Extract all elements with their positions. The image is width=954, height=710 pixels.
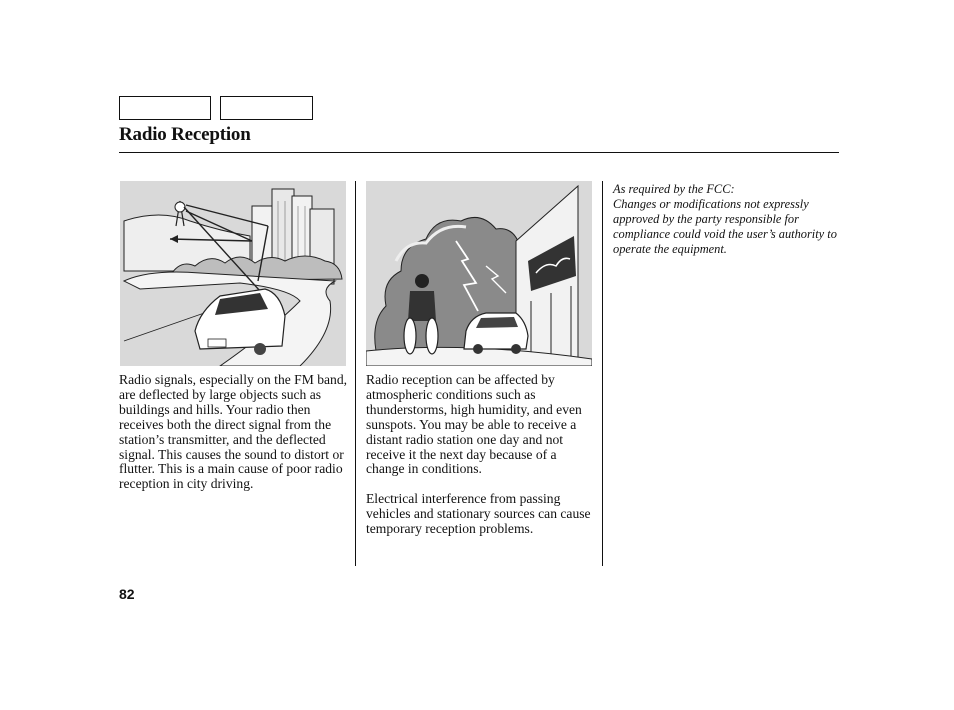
- interference-paragraph: Electrical interference from passing vehicles and stationary sources can cause temporary reception problems.: [366, 491, 591, 536]
- page-title: Radio Reception: [119, 124, 251, 145]
- fcc-notice-body: Changes or modifications not expressly approved by the party responsible for compliance could void the user’s authority to operate the equipment.: [613, 197, 837, 256]
- column-divider-1: [355, 181, 356, 566]
- signal-deflection-illustration: [120, 181, 346, 366]
- section-tab-1: [119, 96, 211, 120]
- deflection-paragraph: Radio signals, especially on the FM band, are deflected by large objects such as buildings and hills. Your radio then receives both the direct signal from the station’s transmitter, and the deflected signal. This causes the sound to distort or flutter. This is a main cause of poor radio reception in city driving.: [119, 372, 348, 492]
- atmospheric-interference-illustration: [366, 181, 592, 366]
- section-tab-2: [220, 96, 313, 120]
- page-number: 82: [119, 586, 135, 602]
- column-divider-2: [602, 181, 603, 566]
- fcc-notice-heading: As required by the FCC:: [613, 182, 735, 196]
- title-rule: [119, 152, 839, 153]
- atmospheric-paragraph: Radio reception can be affected by atmospheric conditions such as thunderstorms, high humidity, and even sunspots. You may be able to receive a distant radio station one day and not receive it the next day because of a change in conditions.: [366, 372, 582, 477]
- fcc-notice: [613, 182, 843, 257]
